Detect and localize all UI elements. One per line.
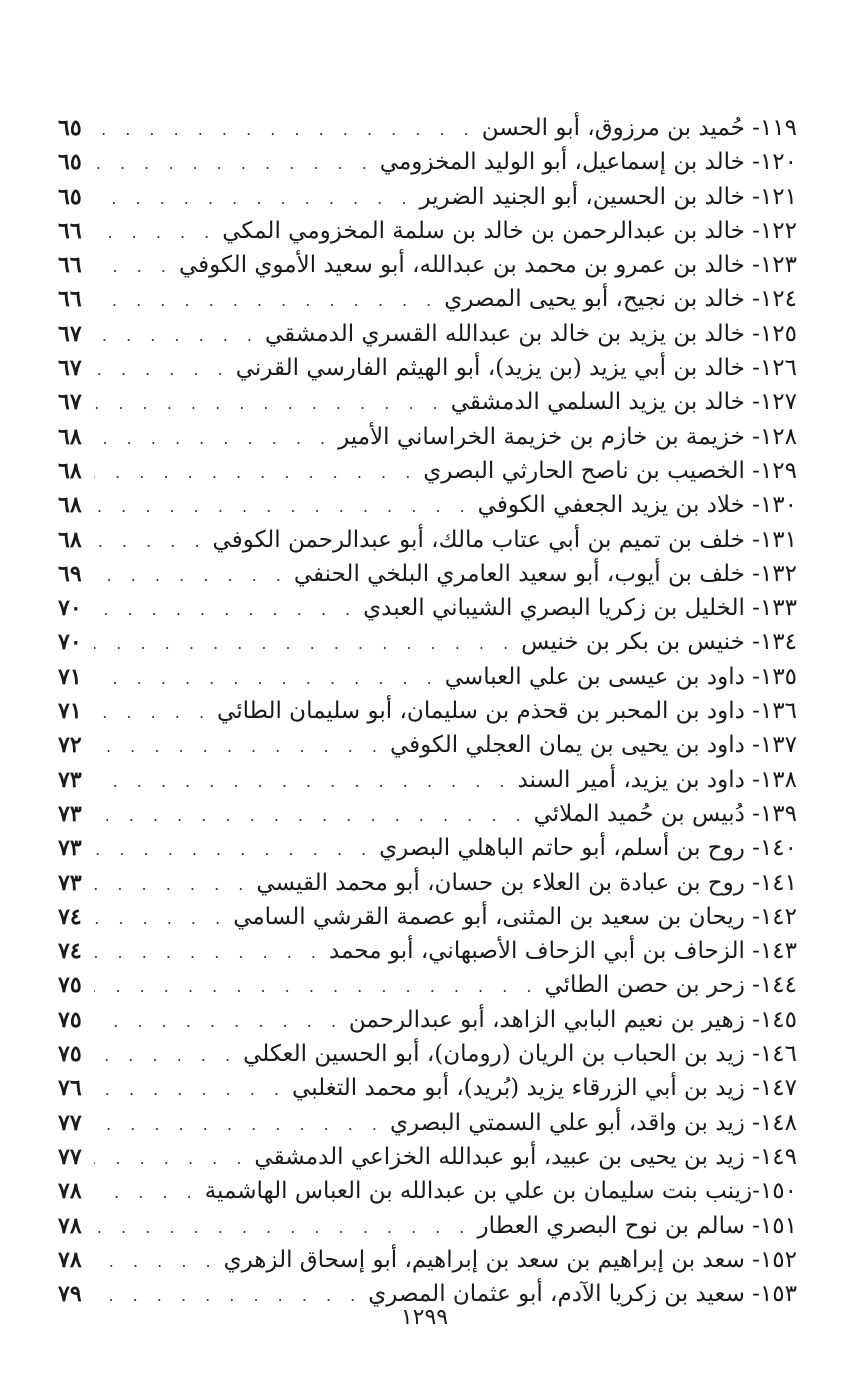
entry-page-number: ٧٨ [58, 1212, 82, 1239]
toc-entry [58, 1071, 797, 1105]
entry-page-number: ٦٥ [58, 149, 82, 176]
entry-title: ١٣٣- الخليل بن زكريا البصري الشيباني العبدي [363, 595, 797, 622]
dot-leader [94, 387, 445, 421]
dot-leader [94, 730, 384, 764]
dot-leader [94, 765, 511, 799]
dot-leader [94, 936, 323, 970]
toc-entry [58, 1140, 797, 1174]
dot-leader [94, 113, 476, 147]
entry-title: ١٥٠-زينب بنت سليمان بن علي بن عبدالله بن العباس الهاشمية [204, 1178, 797, 1205]
dot-leader [94, 970, 538, 1004]
dot-leader [94, 456, 417, 490]
entry-title: ١٤٧- زيد بن أبي الزرقاء يزيد (بُريد)، أبو محمد التغلبي [292, 1075, 797, 1102]
toc-entry [58, 831, 797, 865]
dot-leader [94, 696, 211, 730]
toc-entry [58, 488, 797, 522]
dot-leader [94, 147, 374, 181]
entry-title: ١٣٩- دُبيس بن حُميد الملائي [533, 800, 797, 827]
toc-entry [58, 214, 797, 248]
toc-entry [58, 1003, 797, 1037]
dot-leader [94, 525, 207, 559]
page-number: ١٢٩٩ [400, 1305, 449, 1330]
entry-title: ١٢٧- خالد بن يزيد السلمي الدمشقي [450, 389, 797, 416]
toc-entry [58, 385, 797, 419]
dot-leader [94, 662, 439, 696]
entry-title: ١٤١- روح بن عبادة بن العلاء بن حسان، أبو محمد القيسي [256, 869, 797, 896]
entry-title: ١٤٨- زيد بن واقد، أبو علي السمتي البصري [390, 1109, 797, 1136]
dot-leader [94, 902, 227, 936]
entry-title: ١٢٤- خالد بن نجيح، أبو يحيى المصري [444, 286, 797, 313]
entry-page-number: ٧١ [58, 698, 82, 725]
entry-page-number: ٧٤ [58, 903, 82, 930]
entry-title: ١٣٦- داود بن المحبر بن قحذم بن سليمان، أبو سليمان الطائي [217, 698, 797, 725]
entry-page-number: ٧٥ [58, 1041, 82, 1068]
entry-page-number: ٧٦ [58, 1075, 82, 1102]
toc-entry [58, 420, 797, 454]
entry-page-number: ٦٨ [58, 492, 82, 519]
entry-page-number: ٧٧ [58, 1109, 82, 1136]
dot-leader [94, 1073, 286, 1107]
entry-title: ١٥٢- سعد بن إبراهيم بن سعد بن إبراهيم، أبو إسحاق الزهري [223, 1246, 797, 1273]
dot-leader [94, 1005, 343, 1039]
toc-entry [58, 248, 797, 282]
entry-title: ١٤٠- روح بن أسلم، أبو حاتم الباهلي البصري [379, 835, 797, 862]
entry-title: ١٤٤- زحر بن حصن الطائي [544, 972, 797, 999]
entry-page-number: ٧٢ [58, 732, 82, 759]
toc-entry [58, 728, 797, 762]
dot-leader [94, 353, 230, 387]
entry-page-number: ٦٩ [58, 560, 82, 587]
entry-title: ١٢٢- خالد بن عبدالرحمن بن خالد بن سلمة المخزومي المكي [222, 217, 797, 244]
entry-page-number: ٦٨ [58, 423, 82, 450]
dot-leader [94, 182, 413, 216]
entry-page-number: ٦٦ [58, 286, 82, 313]
toc-entry [58, 180, 797, 214]
entry-page-number: ٧٨ [58, 1178, 82, 1205]
toc-entry [58, 900, 797, 934]
dot-leader [94, 216, 216, 250]
dot-leader [94, 1039, 237, 1073]
entry-title: ١٤٦- زيد بن الحباب بن الريان (رومان)، أبو الحسين العكلي [243, 1041, 797, 1068]
dot-leader [94, 1142, 248, 1176]
entry-page-number: ٧٣ [58, 800, 82, 827]
dot-leader [94, 799, 528, 833]
entry-title: ١٤٣- الزحاف بن أبي الزحاف الأصبهاني، أبو محمد [329, 938, 797, 965]
toc-entry [58, 934, 797, 968]
table-of-contents [58, 111, 797, 1311]
dot-leader [94, 1108, 384, 1142]
entry-page-number: ٦٦ [58, 252, 82, 279]
toc-entry [58, 557, 797, 591]
entry-title: ١٣٢- خلف بن أيوب، أبو سعيد العامري البلخي الحنفي [293, 560, 797, 587]
dot-leader [94, 559, 288, 593]
entry-page-number: ٦٦ [58, 217, 82, 244]
entry-page-number: ٧٥ [58, 972, 82, 999]
entry-page-number: ٧٩ [58, 1281, 82, 1308]
entry-title: ١٢٨- خزيمة بن خازم بن خزيمة الخراساني الأمير [338, 423, 797, 450]
dot-leader [94, 250, 173, 284]
dot-leader [94, 868, 250, 902]
dot-leader [94, 593, 357, 627]
entry-page-number: ٧٣ [58, 869, 82, 896]
entry-title: ١٤٩- زيد بن يحيى بن عبيد، أبو عبدالله الخزاعي الدمشقي [254, 1143, 797, 1170]
dot-leader [94, 319, 259, 353]
toc-entry [58, 694, 797, 728]
entry-page-number: ٧٧ [58, 1143, 82, 1170]
toc-entry [58, 763, 797, 797]
toc-entry [58, 282, 797, 316]
dot-leader [94, 833, 373, 867]
dot-leader [94, 284, 438, 318]
toc-entry [58, 317, 797, 351]
dot-leader [94, 490, 472, 524]
entry-page-number: ٦٥ [58, 115, 82, 141]
entry-page-number: ٦٨ [58, 526, 82, 553]
dot-leader [94, 422, 332, 456]
toc-entry [58, 968, 797, 1002]
dot-leader [94, 627, 515, 661]
entry-page-number: ٧٨ [58, 1246, 82, 1273]
entry-title: ١٥١- سالم بن نوح البصري العطار [477, 1212, 797, 1239]
toc-entry [58, 1243, 797, 1277]
entry-title: ١٢١- خالد بن الحسين، أبو الجنيد الضرير [419, 183, 797, 210]
entry-title: ١٢٩- الخصيب بن ناصح الحارثي البصري [423, 457, 797, 484]
entry-title: ١٢٦- خالد بن أبي يزيد (بن يزيد)، أبو الهيثم الفارسي القرني [235, 355, 797, 382]
entry-page-number: ٧٠ [58, 595, 82, 622]
toc-entry [58, 1174, 797, 1208]
toc-entry [58, 591, 797, 625]
entry-title: ١٣٤- خنيس بن بكر بن خنيس [521, 629, 797, 656]
dot-leader [94, 1211, 472, 1245]
toc-entry [58, 1037, 797, 1071]
entry-title: ١٣٥- داود بن عيسى بن علي العباسي [444, 663, 797, 690]
toc-entry [58, 1209, 797, 1243]
entry-title: ١٢٥- خالد بن يزيد بن خالد بن عبدالله القسري الدمشقي [265, 320, 797, 347]
toc-entry [58, 523, 797, 557]
toc-entry [58, 111, 797, 145]
entry-page-number: ٧٠ [58, 629, 82, 656]
entry-title: ١٢٣- خالد بن عمرو بن محمد بن عبدالله، أبو سعيد الأموي الكوفي [178, 252, 797, 279]
toc-entry [58, 1106, 797, 1140]
entry-page-number: ٧٣ [58, 835, 82, 862]
toc-entry [58, 866, 797, 900]
entry-title: ١٣١- خلف بن تميم بن أبي عتاب مالك، أبو عبدالرحمن الكوفي [212, 526, 797, 553]
entry-title: ١٣٧- داود بن يحيى بن يمان العجلي الكوفي [389, 732, 797, 759]
entry-page-number: ٦٥ [58, 183, 82, 210]
entry-page-number: ٧٣ [58, 766, 82, 793]
toc-entry [58, 145, 797, 179]
toc-entry [58, 660, 797, 694]
toc-entry [58, 454, 797, 488]
entry-title: ١٥٣- سعيد بن زكريا الآدم، أبو عثمان المصري [368, 1281, 797, 1308]
entry-title: ١٢٠- خالد بن إسماعيل، أبو الوليد المخزومي [379, 149, 797, 176]
entry-title: ١٤٢- ريحان بن سعيد بن المثنى، أبو عصمة القرشي السامي [233, 903, 797, 930]
entry-page-number: ٦٨ [58, 457, 82, 484]
entry-page-number: ٧٥ [58, 1006, 82, 1033]
entry-page-number: ٧٤ [58, 938, 82, 965]
entry-page-number: ٦٧ [58, 389, 82, 416]
entry-page-number: ٦٧ [58, 355, 82, 382]
entry-title: ١٤٥- زهير بن نعيم البابي الزاهد، أبو عبدالرحمن [348, 1006, 797, 1033]
entry-title: ١١٩- حُميد بن مرزوق، أبو الحسن [481, 115, 797, 141]
toc-entry [58, 625, 797, 659]
entry-title: ١٣٠- خلاد بن يزيد الجعفي الكوفي [477, 492, 797, 519]
toc-entry [58, 797, 797, 831]
entry-title: ١٣٨- داود بن يزيد، أمير السند [517, 766, 797, 793]
dot-leader [94, 1176, 199, 1210]
entry-page-number: ٧١ [58, 663, 82, 690]
toc-entry [58, 351, 797, 385]
entry-page-number: ٦٧ [58, 320, 82, 347]
dot-leader [94, 1245, 218, 1279]
